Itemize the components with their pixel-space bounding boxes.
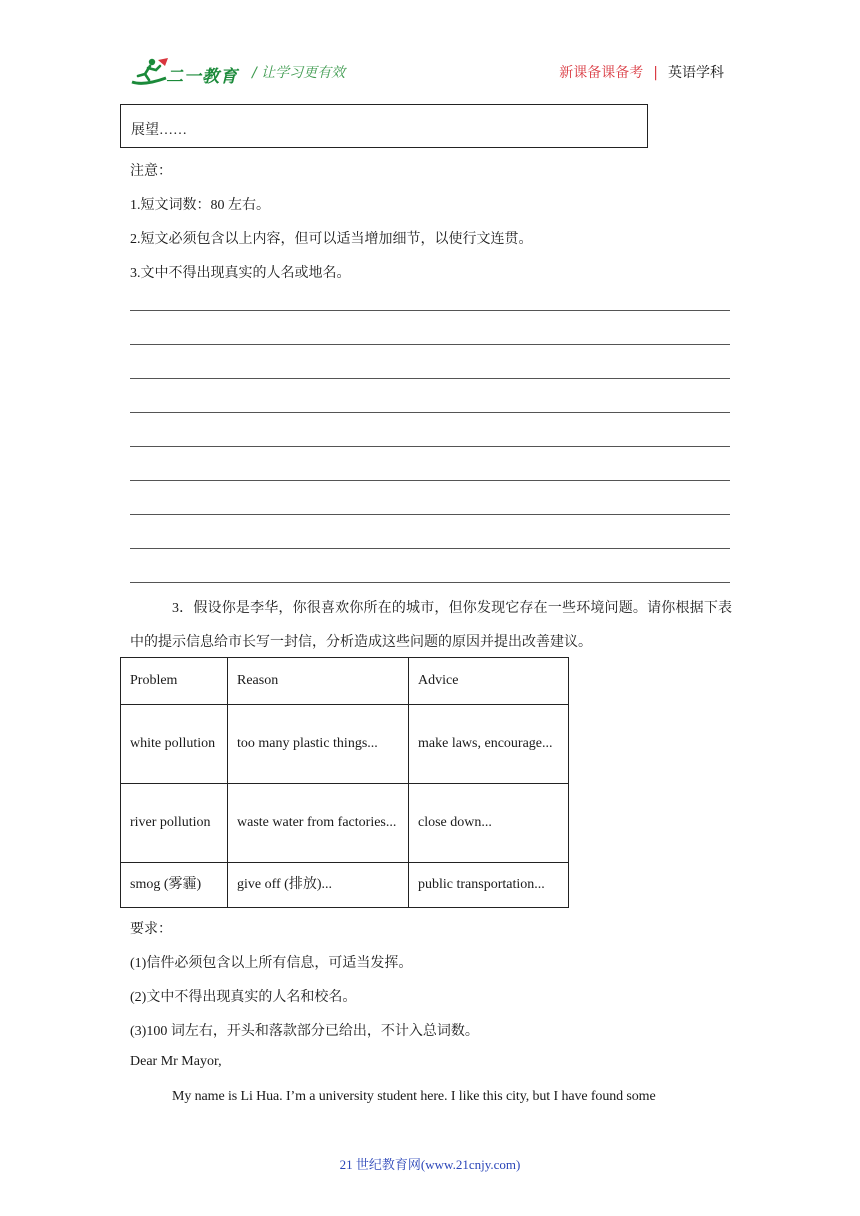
table-cell: close down...	[409, 784, 569, 863]
requirements-title: 要求：	[130, 922, 172, 937]
page-footer: 21 世纪教育网(www.21cnjy.com)	[339, 1157, 521, 1172]
writing-line[interactable]	[130, 412, 730, 413]
table-cell: white pollution	[121, 705, 228, 784]
logo-text: 二一教育	[166, 67, 238, 87]
requirement-item: (3)100 词左右，开头和落款部分已给出，不计入总词数。	[130, 1024, 479, 1039]
requirement-item: (1)信件必须包含以上所有信息，可适当发挥。	[130, 956, 413, 971]
table-cell: give off (排放)...	[228, 863, 409, 908]
note-item: 2.短文必须包含以上内容，但可以适当增加细节，以使行文连贯。	[130, 232, 533, 247]
writing-line[interactable]	[130, 548, 730, 549]
writing-line[interactable]	[130, 446, 730, 447]
table-cell: river pollution	[121, 784, 228, 863]
writing-line[interactable]	[130, 344, 730, 345]
table-cell: waste water from factories...	[228, 784, 409, 863]
question-3-prompt: 3．假设你是李华，你很喜欢你所在的城市，但你发现它存在一些环境问题。请你根据下表中的提示信息给市长写一封信，分析造成这些问题的原因并提出改善建议。	[130, 601, 732, 650]
header-subject	[559, 62, 724, 82]
table-cell: make laws, encourage...	[409, 705, 569, 784]
writing-line[interactable]	[130, 378, 730, 379]
writing-line[interactable]	[130, 582, 730, 583]
table-header-cell: Advice	[409, 658, 569, 705]
table-row	[121, 784, 569, 863]
runner-logo-icon	[130, 56, 170, 88]
letter-salutation: Dear Mr Mayor,	[130, 1054, 222, 1069]
writing-line[interactable]	[130, 480, 730, 481]
requirement-item: (2)文中不得出现真实的人名和校名。	[130, 990, 357, 1005]
table-cell: public transportation...	[409, 863, 569, 908]
table-cell: smog (雾霾)	[121, 863, 228, 908]
notes-title: 注意：	[130, 164, 172, 179]
table-header-row	[121, 658, 569, 705]
writing-line[interactable]	[130, 514, 730, 515]
table-header-cell: Reason	[228, 658, 409, 705]
page-header	[130, 56, 730, 88]
slogan: / 让学习更有效	[252, 65, 346, 81]
table-row	[121, 705, 569, 784]
table-header-cell: Problem	[121, 658, 228, 705]
outline-box	[120, 104, 648, 148]
table-row	[121, 863, 569, 908]
header-subject-name: 英语学科	[668, 65, 724, 81]
table-cell: too many plastic things...	[228, 705, 409, 784]
info-table	[120, 657, 569, 908]
writing-line[interactable]	[130, 310, 730, 311]
brand-logo	[130, 56, 240, 88]
header-course: 新课备课备考	[559, 65, 644, 81]
note-item: 3.文中不得出现真实的人名或地名。	[130, 266, 351, 281]
note-item: 1.短文词数：80 左右。	[130, 198, 270, 213]
header-separator: |	[653, 65, 658, 81]
outline-box-text: 展望……	[131, 123, 187, 138]
letter-opening: My name is Li Hua. I’m a university student here. I like this city, but I have found some	[172, 1089, 656, 1104]
